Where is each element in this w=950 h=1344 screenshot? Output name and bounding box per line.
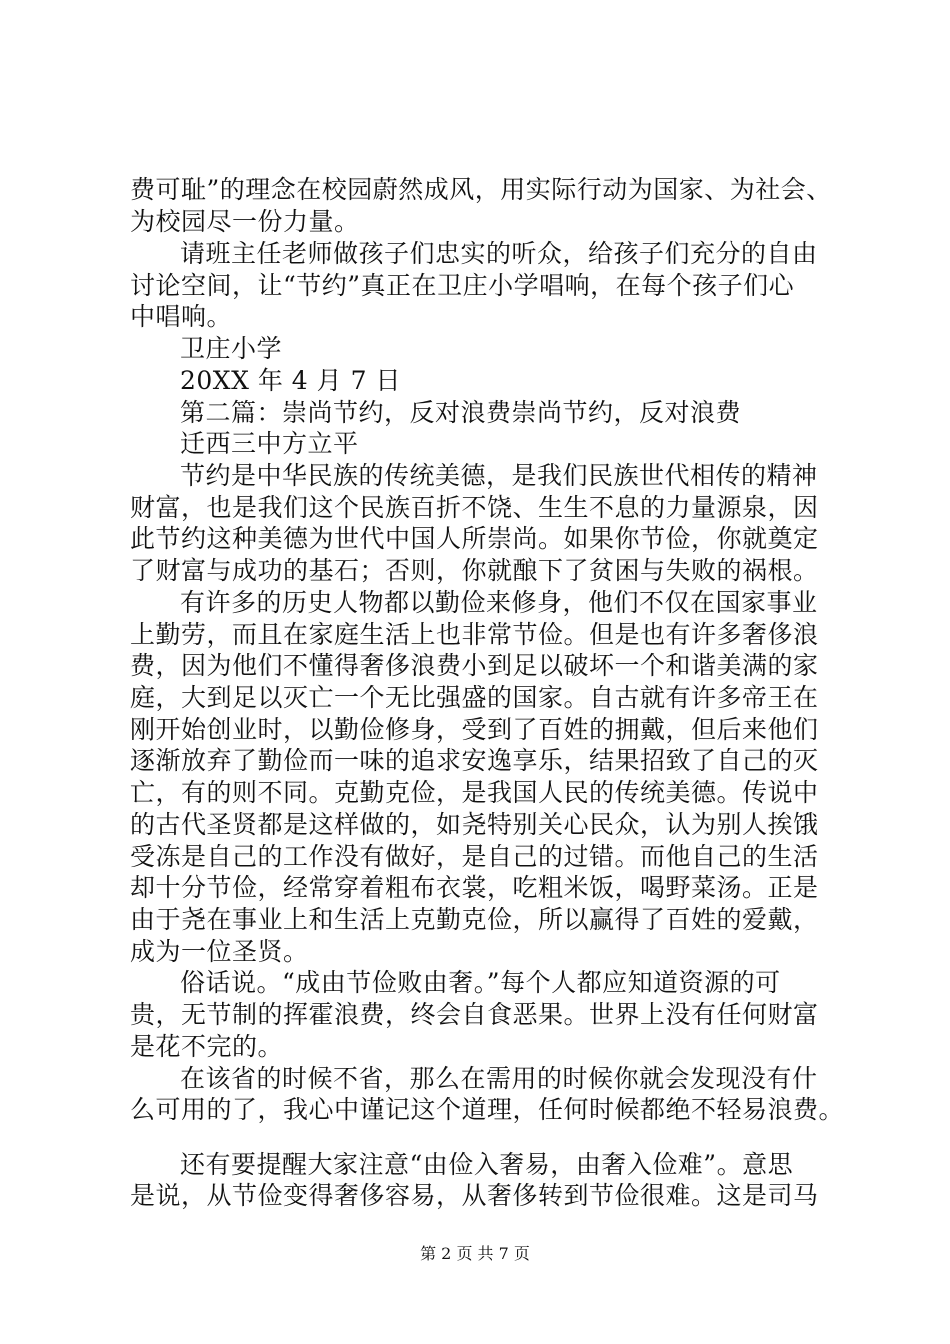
- text-line: 请班主任老师做孩子们忠实的听众，给孩子们充分的自由: [180, 239, 818, 268]
- text-line: 为校园尽一份力量。: [130, 207, 360, 236]
- text-line: 财富，也是我们这个民族百折不饶、生生不息的力量源泉，因: [130, 493, 819, 522]
- signature-school: 卫庄小学: [180, 334, 283, 363]
- text-line: 费可耻”的理念在校园蔚然成风，用实际行动为国家、为社会、: [130, 175, 832, 204]
- author-line: 迁西三中方立平: [180, 429, 359, 458]
- text-line: 节约是中华民族的传统美德，是我们民族世代相传的精神: [180, 461, 818, 490]
- text-line: 俗话说。“成由节俭败由奢。”每个人都应知道资源的可: [180, 968, 781, 997]
- text-line: 庭，大到足以灭亡一个无比强盛的国家。自古就有许多帝王在: [130, 683, 819, 712]
- text-line: 是说，从节俭变得奢侈容易，从奢侈转到节俭很难。这是司马: [130, 1181, 819, 1210]
- text-line: 费，因为他们不懂得奢侈浪费小到足以破坏一个和谐美满的家: [130, 651, 819, 680]
- text-line: 刚开始创业时，以勤俭修身，受到了百姓的拥戴，但后来他们: [130, 715, 819, 744]
- text-line: 在该省的时候不省，那么在需用的时候你就会发现没有什: [180, 1064, 818, 1093]
- text-line: 由于尧在事业上和生活上克勤克俭，所以赢得了百姓的爱戴，: [130, 905, 819, 934]
- text-line: 此节约这种美德为世代中国人所崇尚。如果你节俭，你就奠定: [130, 524, 819, 553]
- text-line: 贵，无节制的挥霍浪费，终会自食恶果。世界上没有任何财富: [130, 1000, 819, 1029]
- text-line: 受冻是自己的工作没有做好，是自己的过错。而他自己的生活: [130, 842, 819, 871]
- text-line: 亡，有的则不同。克勤克俭，是我国人民的传统美德。传说中: [130, 778, 819, 807]
- page-footer: 第 2 页 共 7 页: [420, 1244, 530, 1263]
- text-line: 却十分节俭，经常穿着粗布衣裳，吃粗米饭，喝野菜汤。正是: [130, 873, 819, 902]
- text-line: 讨论空间，让“节约”真正在卫庄小学唱响，在每个孩子们心: [130, 271, 795, 300]
- text-line: 么可用的了，我心中谨记这个道理，任何时候都绝不轻易浪费。: [130, 1095, 845, 1124]
- text-line: 了财富与成功的基石；否则，你就酿下了贫困与失败的祸根。: [130, 556, 819, 585]
- section-heading: 第二篇：崇尚节约，反对浪费崇尚节约，反对浪费: [180, 398, 742, 427]
- signature-date: 20XX 年 4 月 7 日: [180, 366, 401, 395]
- text-line: 还有要提醒大家注意“由俭入奢易，由奢入俭难”。意思: [180, 1150, 794, 1179]
- text-line: 中唱响。: [130, 302, 233, 331]
- text-line: 是花不完的。: [130, 1032, 284, 1061]
- text-line: 逐渐放弃了勤俭而一味的追求安逸享乐，结果招致了自己的灭: [130, 746, 819, 775]
- text-line: 上勤劳，而且在家庭生活上也非常节俭。但是也有许多奢侈浪: [130, 620, 819, 649]
- text-line: 的古代圣贤都是这样做的，如尧特别关心民众，认为别人挨饿: [130, 810, 819, 839]
- text-line: 成为一位圣贤。: [130, 937, 309, 966]
- text-line: 有许多的历史人物都以勤俭来修身，他们不仅在国家事业: [180, 588, 818, 617]
